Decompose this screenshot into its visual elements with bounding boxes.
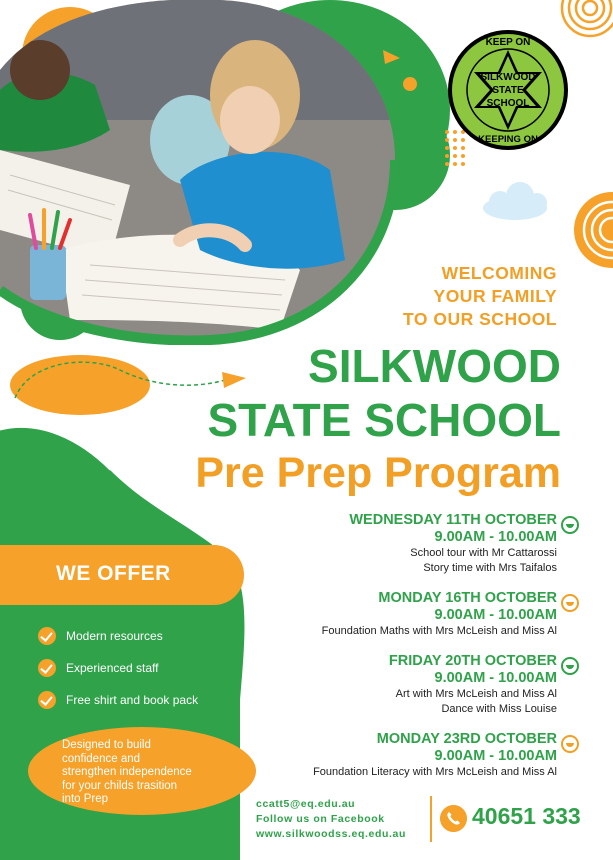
event-detail: Dance with Miss Louise — [441, 703, 557, 715]
check-icon — [38, 627, 56, 645]
school-badge — [446, 28, 570, 152]
badge-line2: STATE — [492, 85, 524, 96]
event-day: FRIDAY 20TH OCTOBER — [388, 653, 557, 669]
event-time: 9.00AM - 10.00AM — [434, 670, 557, 686]
check-icon — [38, 691, 56, 709]
contact-email[interactable]: ccatt5@eq.edu.au — [256, 798, 356, 810]
designed-line: into Prep — [62, 793, 109, 805]
offer-item — [38, 652, 198, 684]
program-title: Pre Prep Program — [195, 449, 561, 497]
welcome-line-3: TO OUR SCHOOL — [403, 309, 557, 329]
orange-dot-decor — [403, 77, 417, 91]
event-item — [237, 653, 557, 717]
check-icon — [38, 659, 56, 677]
event-item — [237, 512, 557, 576]
smiley-icon — [561, 594, 579, 612]
offer-item — [38, 620, 198, 652]
badge-line3: SCHOOL — [486, 98, 530, 109]
designed-line: confidence and — [62, 752, 141, 765]
event-day: MONDAY 16TH OCTOBER — [378, 590, 557, 606]
designed-line: Designed to build — [62, 739, 151, 751]
classroom-photo — [0, 0, 400, 345]
smiley-icon — [561, 735, 579, 753]
offer-item-label: Free shirt and book pack — [66, 693, 199, 707]
contact-divider — [430, 796, 432, 842]
designed-line: strengthen independence — [62, 766, 192, 778]
contact-phone[interactable]: 40651 333 — [472, 803, 581, 829]
boy-head — [10, 40, 70, 100]
badge-line1: SILKWOOD — [480, 72, 536, 83]
title-line-1: SILKWOOD — [308, 340, 561, 392]
offer-item-label: Modern resources — [66, 629, 163, 643]
phone-icon — [440, 805, 467, 832]
event-day: WEDNESDAY 11TH OCTOBER — [349, 512, 557, 528]
event-detail: Story time with Mrs Taifalos — [423, 562, 557, 574]
event-day: MONDAY 23RD OCTOBER — [376, 731, 557, 747]
contact-block — [256, 797, 406, 842]
offer-title: WE OFFER — [56, 562, 171, 585]
events-list — [237, 512, 557, 794]
event-detail: Foundation Maths with Mrs McLeish and Miss Al — [321, 625, 557, 637]
offer-item-label: Experienced staff — [66, 661, 159, 675]
badge-bottom-text: KEEPING ON — [478, 134, 538, 145]
event-time: 9.00AM - 10.00AM — [434, 529, 557, 545]
welcome-line-1: WELCOMING — [441, 263, 557, 283]
designed-line: for your childs trasition — [62, 779, 178, 792]
pencil-cup — [30, 245, 66, 300]
event-detail: Art with Mrs McLeish and Miss Al — [395, 688, 557, 700]
event-item — [237, 731, 557, 780]
offer-item — [38, 684, 198, 716]
girl-shirt — [180, 152, 345, 269]
contact-facebook[interactable]: Follow us on Facebook — [256, 813, 385, 825]
orange-ellipse-decor — [10, 355, 150, 415]
event-time: 9.00AM - 10.00AM — [434, 748, 557, 764]
title-line-2: STATE SCHOOL — [207, 394, 561, 446]
badge-top-text: KEEP ON — [485, 37, 531, 48]
welcome-heading — [403, 262, 557, 331]
event-detail: School tour with Mr Cattarossi — [410, 547, 557, 559]
arrow-head-mid-icon — [222, 372, 246, 388]
girl-face — [220, 86, 280, 154]
welcome-line-2: YOUR FAMILY — [433, 286, 557, 306]
designed-text — [62, 739, 238, 807]
event-time: 9.00AM - 10.00AM — [434, 607, 557, 623]
smiley-icon — [561, 657, 579, 675]
contact-website[interactable]: www.silkwoodss.eq.edu.au — [256, 828, 406, 840]
cloud-icon — [483, 182, 547, 220]
event-item — [237, 590, 557, 639]
offer-list — [38, 620, 198, 716]
smiley-icon — [561, 516, 579, 534]
event-detail: Foundation Literacy with Mrs McLeish and Miss Al — [313, 766, 557, 778]
